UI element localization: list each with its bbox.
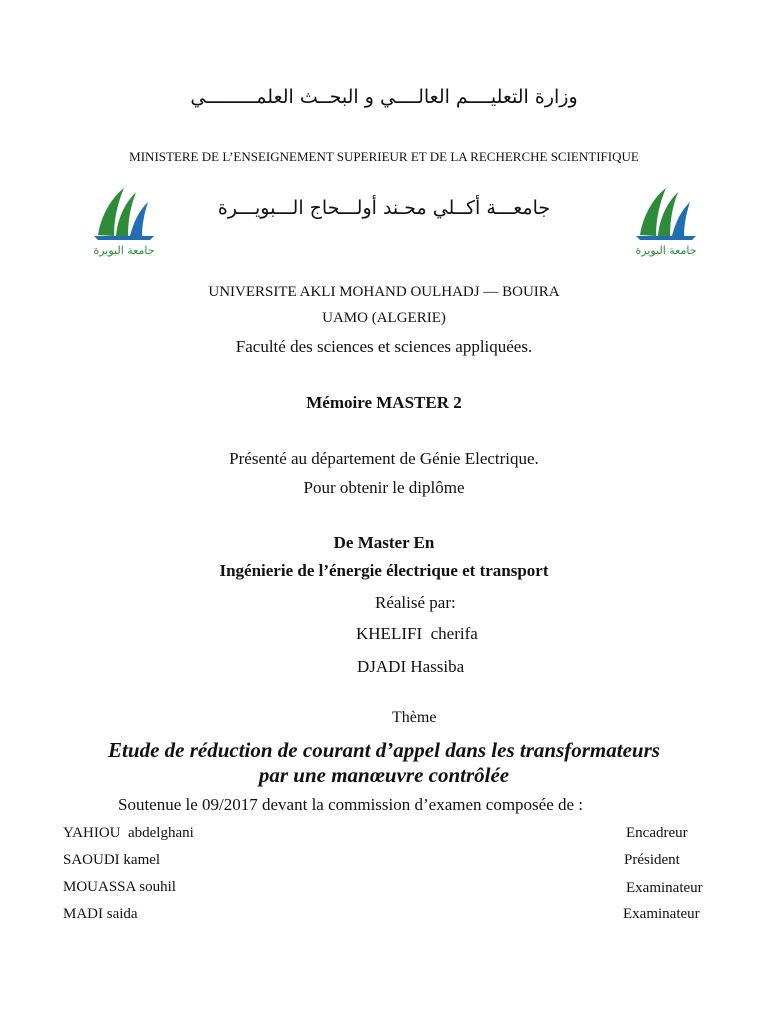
presented-line: Présenté au département de Génie Electrique. (229, 449, 539, 468)
jury-member-name: SAOUDI kamel (63, 852, 161, 868)
university-short-name: UAMO (ALGERIE) (322, 310, 446, 326)
realise-par-label: Réalisé par: (375, 593, 456, 612)
thesis-title-line-2: par une manœuvre contrôlée (258, 763, 510, 787)
ministry-french: MINISTERE DE L’ENSEIGNEMENT SUPERIEUR ET DE LA RECHERCHE SCIENTIFIQUE (129, 149, 639, 164)
theme-label: Thème (392, 709, 437, 726)
ministry-arabic: وزارة التعليــــم العالــــي و البحــث العلمـــــــــي (190, 86, 578, 108)
svg-text:جامعة البويرة: جامعة البويرة (635, 244, 697, 257)
jury-member-role: Président (624, 852, 680, 868)
university-name-french: UNIVERSITE AKLI MOHAND OULHADJ — BOUIRA (208, 284, 560, 300)
degree-label: De Master En (333, 533, 435, 552)
specialty-name: Ingénierie de l’énergie électrique et transport (219, 561, 549, 580)
defense-statement: Soutenue le 09/2017 devant la commission d’examen composée de : (118, 795, 584, 814)
university-logo-left (84, 180, 164, 260)
author-name: DJADI Hassiba (357, 657, 465, 676)
svg-text:جامعة البويرة: جامعة البويرة (93, 244, 155, 257)
jury-member-role: Encadreur (626, 825, 688, 841)
memoire-title: Mémoire MASTER 2 (306, 393, 462, 412)
university-arabic: جامعـــة أكــلي محـند أولـــحاج الـــبويـــرة (217, 197, 551, 219)
jury-member-role: Examinateur (623, 906, 700, 922)
jury-member-name: MADI saida (63, 906, 138, 922)
thesis-title-line-1: Etude de réduction de courant d’appel dans les transformateurs (108, 738, 660, 762)
jury-member-name: MOUASSA souhil (63, 879, 176, 895)
university-logo-right (626, 180, 706, 260)
author-name: KHELIFI cherifa (356, 624, 478, 643)
faculty-name: Faculté des sciences et sciences appliquées. (235, 337, 533, 356)
obtain-diploma-line: Pour obtenir le diplôme (303, 478, 465, 497)
jury-member-role: Examinateur (626, 880, 703, 896)
jury-member-name: YAHIOU abdelghani (63, 825, 194, 841)
